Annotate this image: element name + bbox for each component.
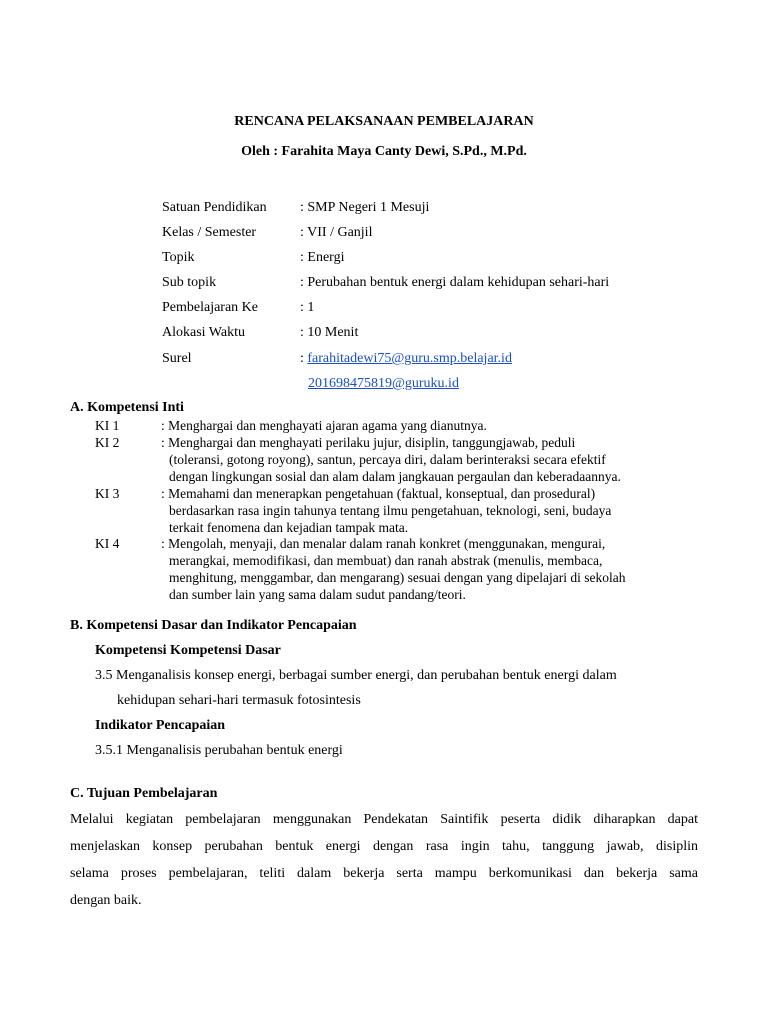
identity-label: Alokasi Waktu — [162, 325, 245, 340]
document-author: Oleh : Farahita Maya Canty Dewi, S.Pd., M.Pd. — [241, 144, 527, 159]
section-c-heading: C. Tujuan Pembelajaran — [70, 786, 218, 801]
ki-line: dan sumber lain yang sama dalam sudut pandang/teori. — [169, 587, 466, 602]
ki-text — [161, 417, 487, 434]
email-link-primary[interactable]: farahitadewi75@guru.smp.belajar.id — [307, 351, 512, 366]
identity-label: Pembelajaran Ke — [162, 300, 259, 315]
ki-text — [161, 535, 625, 603]
identity-label: Satuan Pendidikan — [162, 200, 267, 215]
ki-line: : Memahami dan menerapkan pengetahuan (faktual, konseptual, dan prosedural) — [161, 486, 596, 501]
paragraph-line: menjelaskan konsep perubahan bentuk energi dengan rasa ingin tahu, tanggung jawab, disiplin — [70, 839, 698, 854]
section-a-heading: A. Kompetensi Inti — [70, 400, 184, 415]
identity-value: : 1 — [300, 300, 315, 315]
identity-value — [300, 349, 512, 369]
ki-text — [161, 485, 611, 536]
paragraph-line: selama proses pembelajaran, teliti dalam bekerja serta mampu berkomunikasi dan bekerja sama — [70, 866, 698, 881]
ki-line: (toleransi, gotong royong), santun, percaya diri, dalam berinteraksi secara efektif — [169, 452, 606, 467]
ki-text — [161, 434, 621, 485]
kd-heading: Kompetensi Kompetensi Dasar — [95, 643, 281, 658]
ki-label: KI 3 — [95, 486, 120, 501]
paragraph-line: Melalui kegiatan pembelajaran menggunakan Pendekatan Saintifik peserta didik diharapkan dapat — [70, 812, 698, 827]
ki-label: KI 4 — [95, 536, 120, 551]
ki-line: terkait fenomena dan kejadian tampak mata. — [169, 520, 409, 535]
colon-prefix: : — [300, 351, 308, 366]
identity-value — [308, 374, 459, 394]
identity-value: : SMP Negeri 1 Mesuji — [300, 200, 430, 215]
identity-label: Kelas / Semester — [162, 225, 257, 240]
identity-value: : Perubahan bentuk energi dalam kehidupan sehari-hari — [300, 275, 610, 290]
ip-item: 3.5.1 Menganalisis perubahan bentuk energi — [95, 743, 343, 758]
ip-heading: Indikator Pencapaian — [95, 718, 226, 733]
identity-value: : VII / Ganjil — [300, 225, 373, 240]
kd-item: 3.5 Menganalisis konsep energi, berbagai sumber energi, dan perubahan bentuk energi dalam — [95, 668, 617, 683]
ki-line: : Mengolah, menyaji, dan menalar dalam ranah konkret (menggunakan, mengurai, — [161, 536, 606, 551]
identity-label: Topik — [162, 250, 195, 265]
kd-item-continuation: kehidupan sehari-hari termasuk fotosintesis — [117, 693, 361, 708]
ki-line: menghitung, menggambar, dan mengarang) sesuai dengan yang dipelajari di sekolah — [169, 570, 626, 585]
ki-line: dengan lingkungan sosial dan alam dalam jangkauan pergaulan dan keberadaannya. — [169, 469, 621, 484]
identity-label: Sub topik — [162, 275, 217, 290]
identity-value: : Energi — [300, 250, 345, 265]
section-b-heading: B. Kompetensi Dasar dan Indikator Pencapaian — [70, 618, 357, 633]
ki-line: merangkai, memodifikasi, dan membuat) dan ranah abstrak (menulis, membaca, — [169, 553, 603, 568]
ki-label: KI 2 — [95, 435, 120, 450]
ki-line: : Menghargai dan menghayati perilaku jujur, disiplin, tanggungjawab, peduli — [161, 435, 576, 450]
ki-line: : Menghargai dan menghayati ajaran agama yang dianutnya. — [161, 418, 487, 433]
paragraph-line: dengan baik. — [70, 893, 142, 908]
tujuan-paragraph — [70, 806, 698, 914]
document-title: RENCANA PELAKSANAAN PEMBELAJARAN — [234, 114, 534, 129]
ki-line: berdasarkan rasa ingin tahunya tentang ilmu pengetahuan, teknologi, seni, budaya — [169, 503, 612, 518]
identity-value: : 10 Menit — [300, 325, 359, 340]
email-link-secondary[interactable]: 201698475819@guruku.id — [308, 376, 459, 391]
ki-label: KI 1 — [95, 418, 120, 433]
identity-label: Surel — [162, 351, 192, 366]
